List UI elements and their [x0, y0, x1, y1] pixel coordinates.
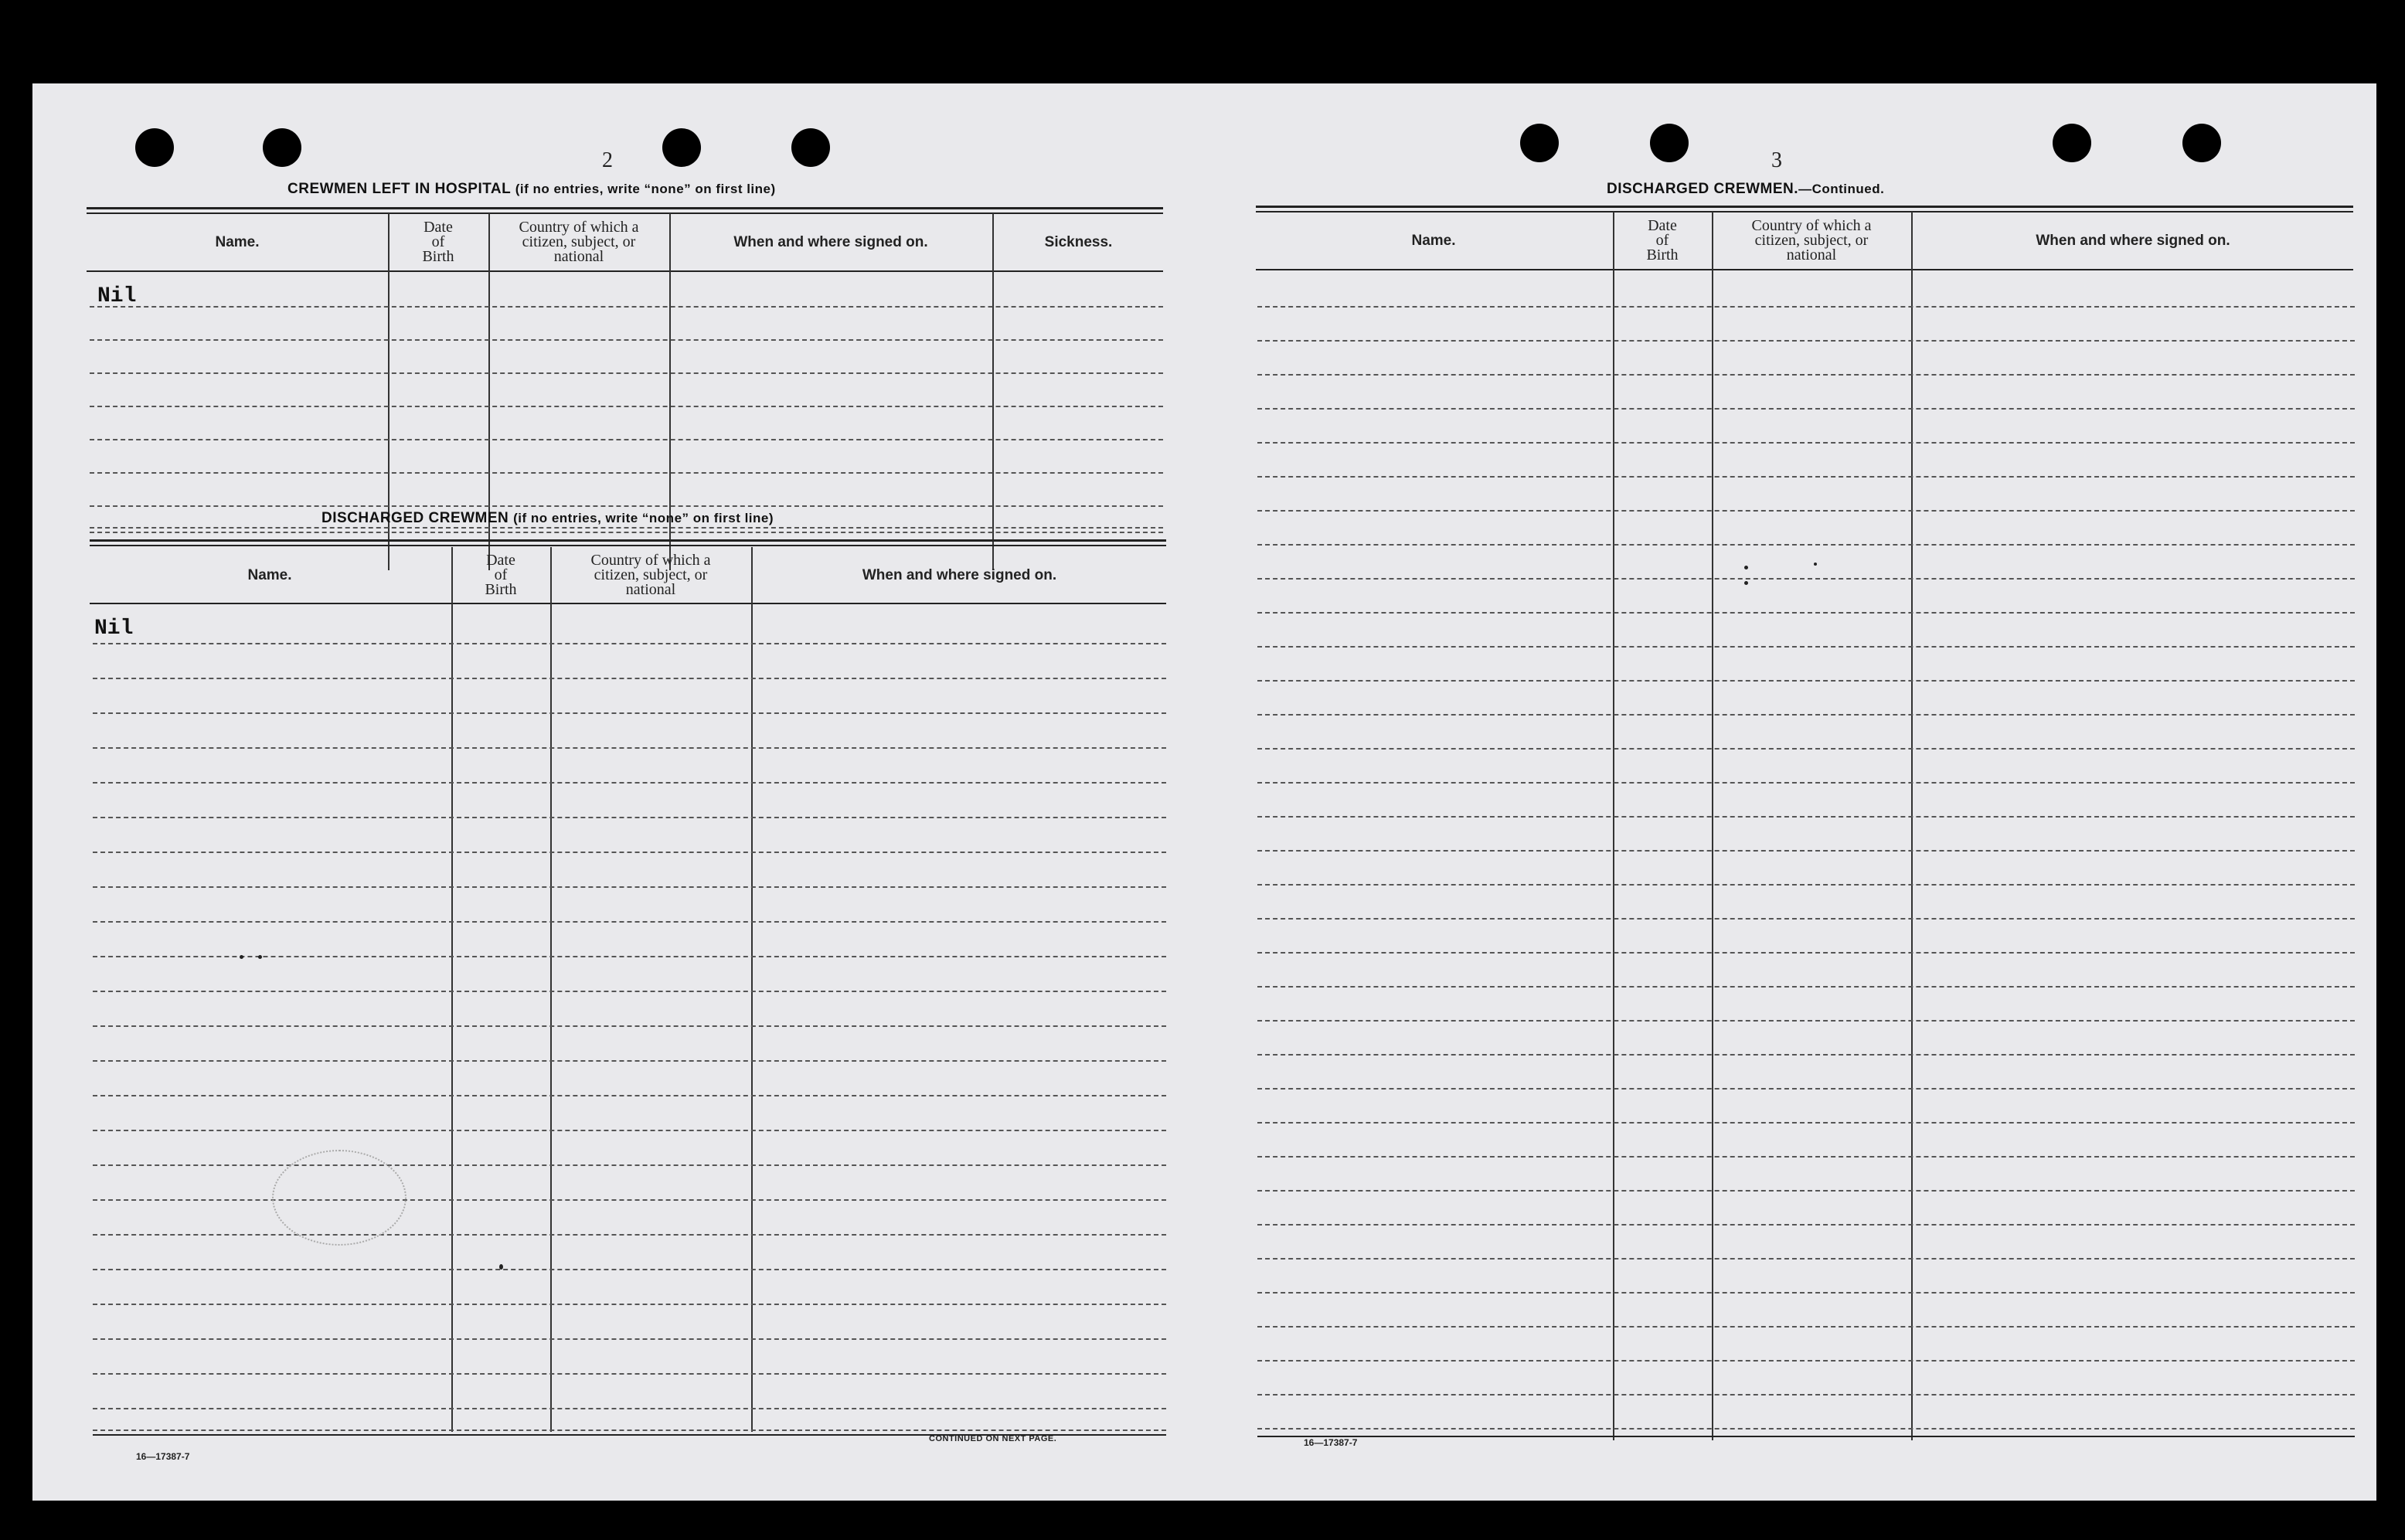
table-row	[1257, 544, 2355, 546]
table-top-rule	[90, 539, 1166, 542]
table-row	[1257, 884, 2355, 886]
hospital-section-title	[287, 181, 776, 198]
ink-speck	[258, 955, 262, 959]
page-number: 3	[1771, 148, 1782, 172]
form-number: 16—17387-7	[136, 1451, 190, 1462]
table-row	[1257, 340, 2355, 342]
table-row	[1257, 1428, 2355, 1430]
punch-hole	[135, 128, 174, 167]
table-row	[93, 1234, 1166, 1236]
col-header-name: Name.	[247, 566, 292, 583]
punch-hole	[1520, 124, 1559, 162]
table-row	[93, 747, 1166, 749]
table-row	[1257, 1394, 2355, 1396]
table-row	[93, 1269, 1166, 1270]
table-row	[90, 372, 1163, 374]
discharged-title-text: DISCHARGED CREWMEN	[321, 510, 509, 526]
col-header-country: Country of which a citizen, subject, or national	[519, 218, 639, 265]
table-row	[1257, 1292, 2355, 1294]
table-row	[1257, 408, 2355, 410]
table-row	[93, 1130, 1166, 1131]
table-row	[1257, 952, 2355, 954]
table-row	[93, 1199, 1166, 1201]
right-page	[1203, 83, 2376, 1501]
table-row	[90, 472, 1163, 474]
table-row	[90, 339, 1163, 341]
col-header-sickness: Sickness.	[1044, 233, 1113, 250]
table-row	[93, 921, 1166, 923]
discharged-instruction: (if no entries, write “none” on first line)	[513, 511, 774, 525]
hospital-title-text: CREWMEN LEFT IN HOSPITAL	[287, 181, 511, 197]
col-header-name: Name.	[215, 233, 260, 250]
table-row	[93, 1095, 1166, 1096]
form-number: 16—17387-7	[1304, 1437, 1358, 1448]
table-row	[1257, 850, 2355, 852]
table-row	[1257, 510, 2355, 512]
table-row	[93, 712, 1166, 714]
table-row	[90, 406, 1163, 407]
table-top-rule	[87, 207, 1163, 209]
table-row	[90, 439, 1163, 440]
table-row	[93, 956, 1166, 957]
discharged-section-title	[321, 510, 774, 527]
table-row	[93, 643, 1166, 644]
table-row	[1257, 1088, 2355, 1090]
table-row	[1257, 476, 2355, 478]
table-row	[1257, 612, 2355, 614]
continued-note: CONTINUED ON NEXT PAGE.	[929, 1434, 1057, 1443]
table-row	[1257, 1326, 2355, 1328]
table-row	[93, 1338, 1166, 1340]
table-row	[1257, 816, 2355, 818]
punch-hole	[1650, 124, 1689, 162]
col-header-date-of-birth: Date of Birth	[485, 551, 517, 598]
page-number: 2	[602, 148, 613, 172]
col-header-name: Name.	[1411, 232, 1456, 249]
punch-hole	[662, 128, 701, 167]
table-row	[93, 782, 1166, 784]
table-row	[1257, 918, 2355, 920]
table-row	[93, 1373, 1166, 1375]
discharged-rows	[93, 604, 1166, 1439]
section-title-text: DISCHARGED CREWMEN.	[1607, 181, 1799, 197]
table-row	[1257, 1122, 2355, 1124]
table-row	[1257, 986, 2355, 988]
table-row	[1257, 1156, 2355, 1158]
table-row	[1257, 1224, 2355, 1226]
table-row	[93, 1164, 1166, 1166]
ink-speck	[1814, 563, 1817, 566]
punch-hole	[791, 128, 830, 167]
table-row	[93, 886, 1166, 888]
table-row	[1257, 782, 2355, 784]
punch-hole	[2182, 124, 2221, 162]
table-row	[1257, 680, 2355, 682]
table-row	[93, 1060, 1166, 1062]
table-top-rule	[90, 545, 1166, 546]
ink-speck	[1744, 566, 1748, 569]
table-bottom-rule	[1257, 1436, 2355, 1437]
table-row	[93, 991, 1166, 992]
table-row	[90, 306, 1163, 308]
ink-speck	[240, 955, 243, 959]
punch-hole	[263, 128, 301, 167]
table-row	[1257, 306, 2355, 308]
table-row	[1257, 374, 2355, 376]
ink-speck	[1744, 581, 1748, 585]
table-row	[90, 527, 1163, 529]
table-row	[93, 817, 1166, 818]
table-row	[1257, 646, 2355, 648]
section-title-suffix: —Continued.	[1798, 182, 1885, 196]
col-header-country: Country of which a citizen, subject, or national	[590, 551, 711, 598]
table-row	[1257, 714, 2355, 716]
col-header-signed-on: When and where signed on.	[862, 566, 1057, 583]
left-page	[32, 83, 1203, 1501]
col-header-country: Country of which a citizen, subject, or national	[1751, 216, 1872, 263]
discharged-entry: Nil	[94, 617, 134, 641]
table-row	[90, 505, 1163, 507]
hospital-rows	[90, 272, 1163, 573]
hospital-instruction: (if no entries, write “none” on first line)	[515, 182, 776, 196]
table-row	[1257, 442, 2355, 444]
table-row	[1257, 1020, 2355, 1022]
faded-stamp	[272, 1150, 407, 1246]
punch-hole	[2053, 124, 2091, 162]
table-row	[93, 852, 1166, 853]
table-row	[90, 532, 1163, 533]
table-row	[1257, 748, 2355, 750]
hospital-entry: Nil	[97, 284, 137, 308]
section-title	[1607, 181, 1884, 198]
col-header-date-of-birth: Date of Birth	[422, 218, 454, 265]
col-header-signed-on: When and where signed on.	[733, 233, 928, 250]
table-row	[93, 678, 1166, 679]
table-row	[1257, 578, 2355, 580]
discharged-continued-rows	[1257, 270, 2355, 1445]
table-row	[1257, 1360, 2355, 1362]
table-row	[93, 1430, 1166, 1431]
col-header-date-of-birth: Date of Birth	[1646, 216, 1679, 263]
table-row	[1257, 1258, 2355, 1260]
table-row	[93, 1408, 1166, 1409]
ink-speck	[499, 1264, 503, 1270]
table-top-rule	[1256, 206, 2353, 208]
table-row	[93, 1304, 1166, 1305]
table-row	[1257, 1190, 2355, 1192]
table-row	[1257, 1054, 2355, 1056]
col-header-signed-on: When and where signed on.	[2036, 232, 2230, 249]
table-row	[93, 1025, 1166, 1027]
